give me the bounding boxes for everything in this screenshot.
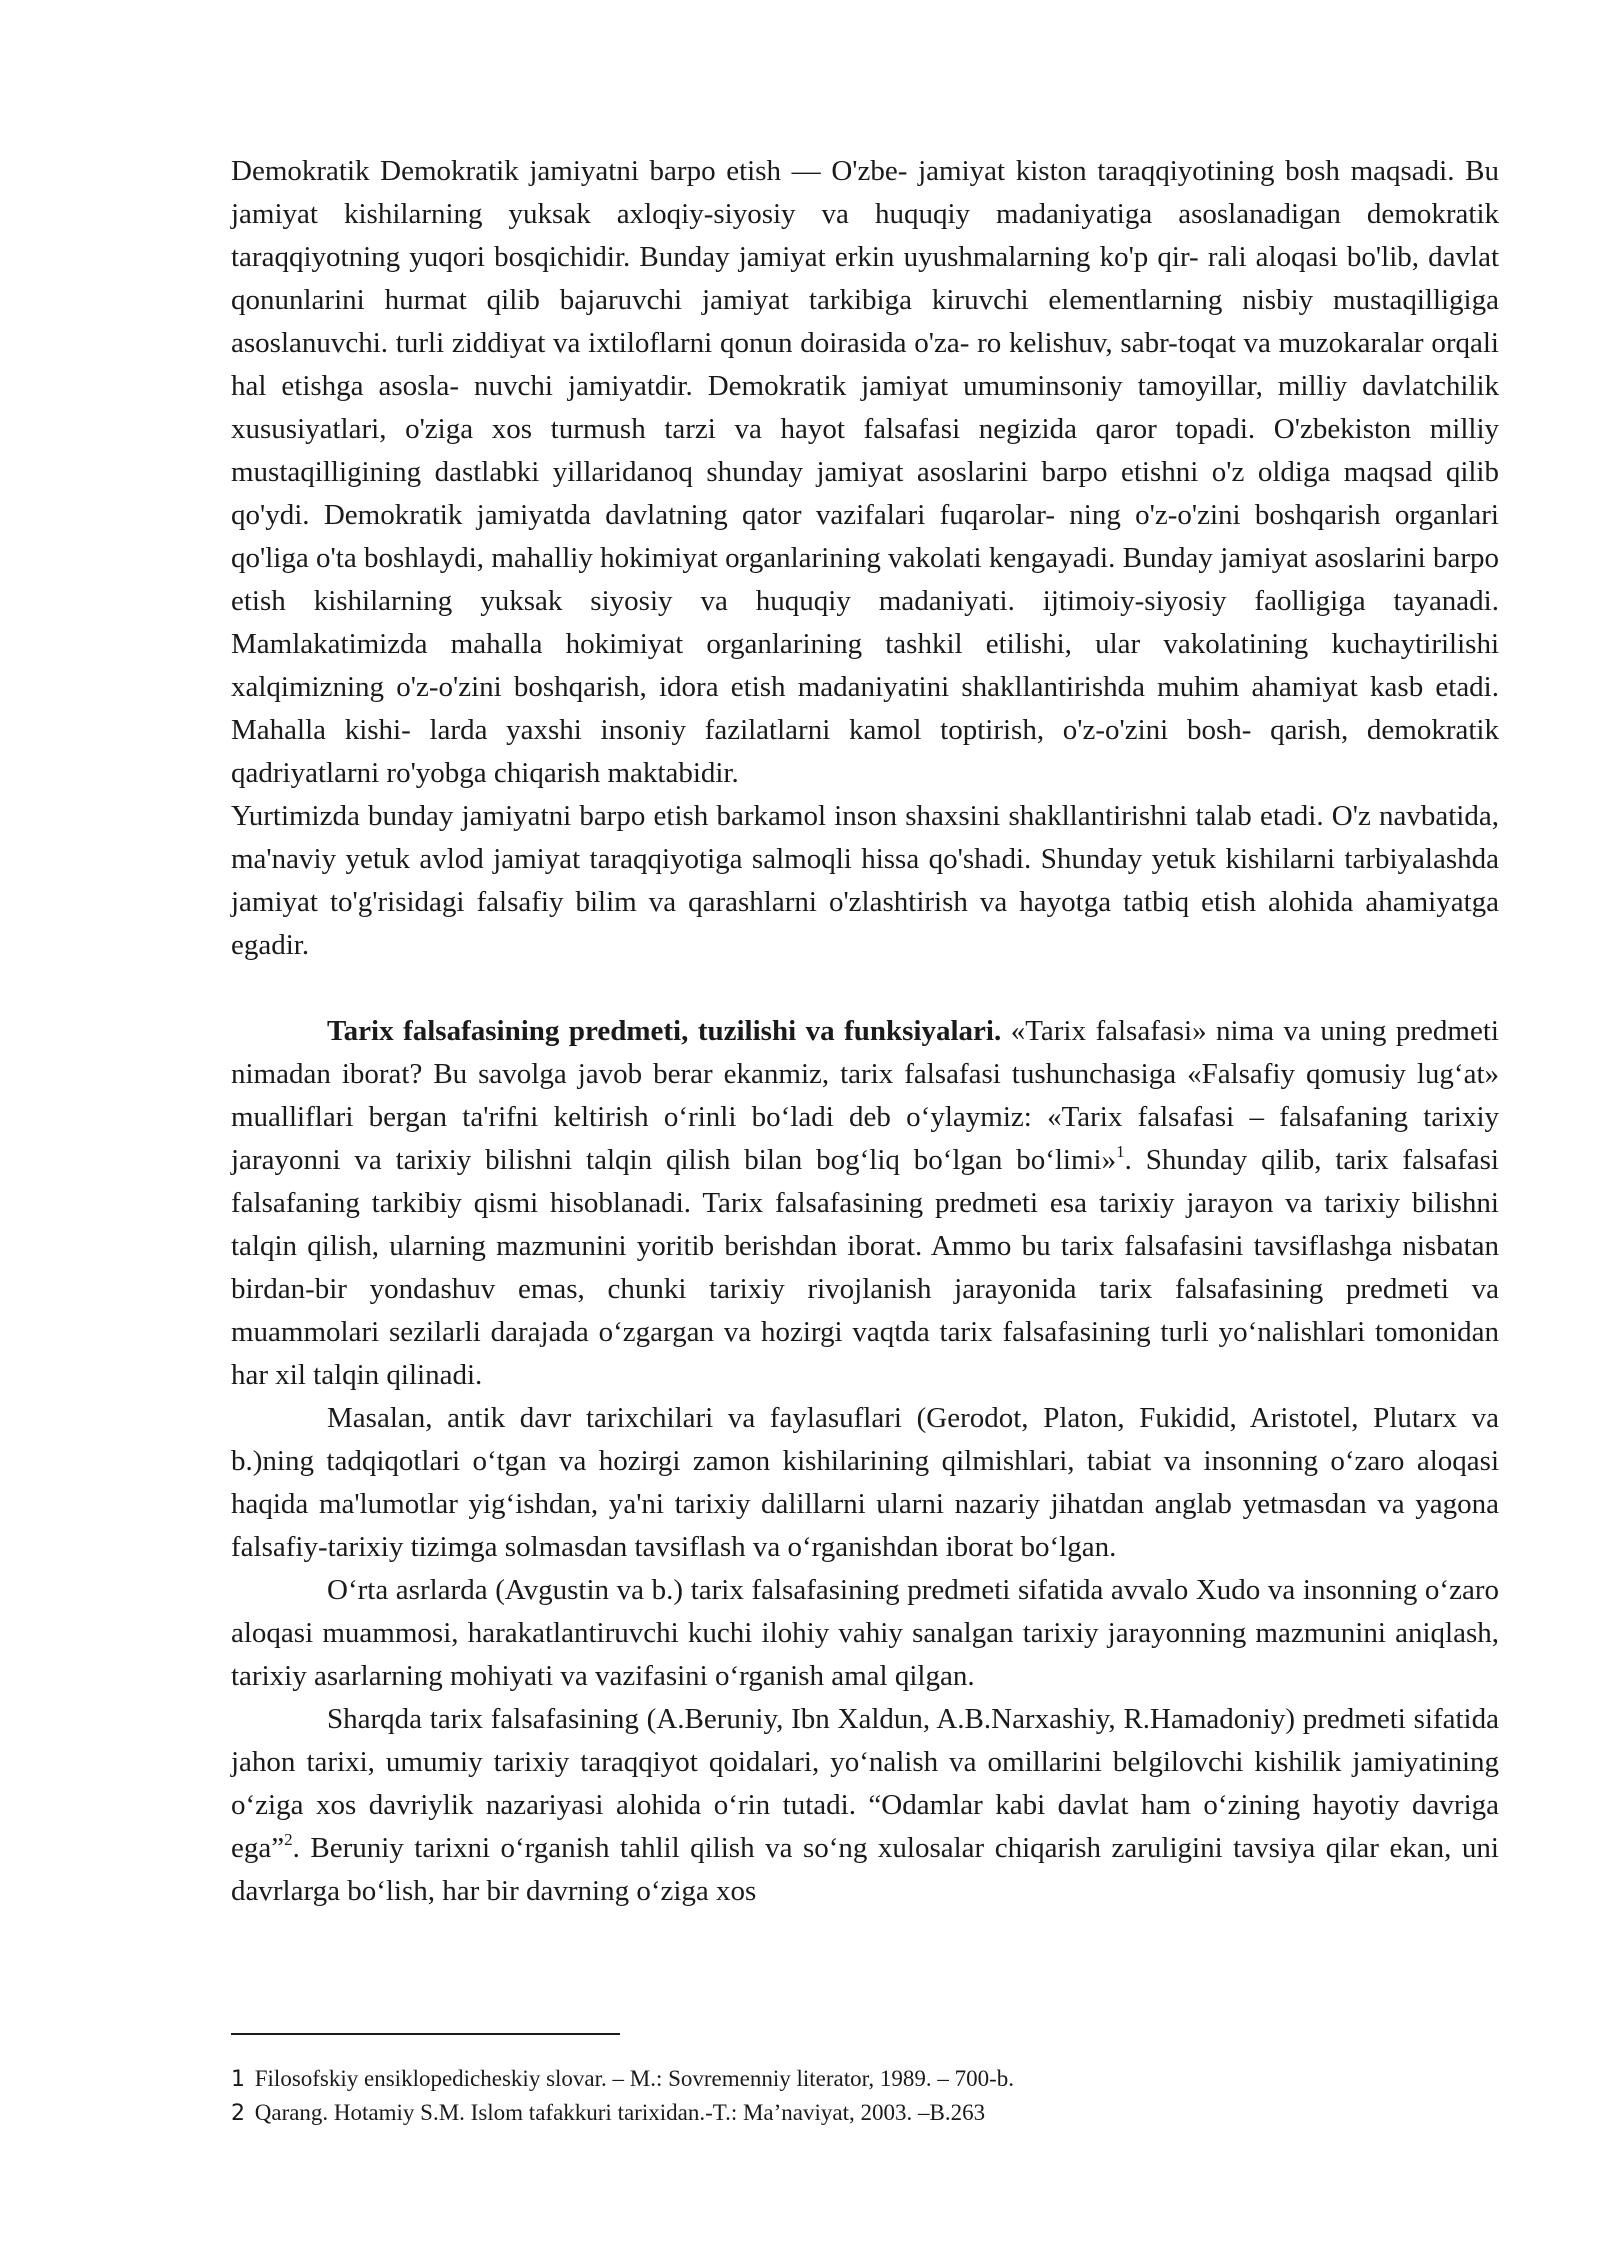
paragraph-spacer: [231, 967, 1499, 1010]
paragraph-philosophy-of-history: [231, 1010, 1499, 1397]
paragraph-middle-ages: O‘rta asrlarda (Avgustin va b.) tarix falsafasining predmeti sifatida avvalo Xudo va insonning o‘zaro aloqasi muammosi, harakatlantiruvchi kuchi ilohiy vahiy sanalgan tarixiy jarayonning mazmunini aniqlash, tarixiy asarlarning mohiyati va vazifasini o‘rganish amal qilgan.: [231, 1574, 1499, 1692]
paragraph-text: . Beruniy tarixni o‘rganish tahlil qilish va so‘ng xulosalar chiqarish zaruligini tavsiya qilar ekan, uni davrlarga bo‘lish, har bir davrning o‘ziga xos: [231, 1832, 1499, 1907]
paragraph-antiquity: Masalan, antik davr tarixchilari va faylasuflari (Gerodot, Platon, Fukidid, Aristotel, Plutarx va b.)ning tadqiqotlari o‘tgan va hozirgi zamon kishilarining qilmishlari, tabiat va insonning o‘zaro aloqasi haqida ma'lumotlar yig‘ishdan, ya'ni tarixiy dalillarni ularni nazariy jihatdan anglab yetmasdan va yagona falsafiy-tarixiy tizimga solmasdan tavsiflash va o‘rganishdan iborat bo‘lgan.: [231, 1402, 1499, 1563]
paragraph-east: [231, 1698, 1499, 1913]
section-heading: Tarix falsafasining predmeti, tuzilishi va funksiyalari.: [327, 1015, 1002, 1047]
footnote-2: [231, 2096, 1499, 2130]
footnote-1: [231, 2062, 1499, 2096]
paragraph-democratic-society: Demokratik Demokratik jamiyatni barpo etish — O'zbe- jamiyat kiston taraqqiyotining bosh maqsadi. Bu jamiyat kishilarning yuksak axloqiy-siyosiy va huquqiy madaniyatiga asoslanadigan demokratik taraqqiyotning yuqori bosqichidir. Bunday jamiyat erkin uyushmalarning ko'p qir- rali aloqasi bo'lib, davlat qonunlarini hurmat qilib bajaruvchi jamiyat tarkibiga kiruvchi elementlarning nisbiy mustaqilligiga asoslanuvchi. turli ziddiyat va ixtiloflarni qonun doirasida o'za- ro kelishuv, sabr-toqat va muzokaralar orqali hal etishga asosla- nuvchi jamiyatdir. Demokratik jamiyat umuminsoniy tamoyillar, milliy davlatchilik xususiyatlari, o'ziga xos turmush tarzi va hayot falsafasi negizida qaror topadi. O'zbekiston milliy mustaqilligining dastlabki yillaridanoq shunday jamiyat asoslarini barpo etishni o'z oldiga maqsad qilib qo'ydi. Demokratik jamiyatda davlatning qator vazifalari fuqarolar- ning o'z-o'zini boshqarish organlari qo'liga o'ta boshlaydi, mahalliy hokimiyat organlarining vakolati kengayadi. Bunday jamiyat asoslarini barpo etish kishilarning yuksak siyosiy va huquqiy madaniyati. ijtimoiy-siyosiy faolligiga tayanadi. Mamlakatimizda mahalla hokimiyat organlarining tashkil etilishi, ular vakolatining kuchaytirilishi xalqimizning o'z-o'zini boshqarish, idora etish madaniyatini shakllantirishda muhim ahamiyat kasb etadi. Mahalla kishi- larda yaxshi insoniy fazilatlarni kamol toptirish, o'z-o'zini bosh- qarish, demokratik qadriyatlarni ro'yobga chiqarish maktabidir.: [231, 155, 1499, 789]
footnote-separator: [231, 2033, 620, 2035]
paragraph-text: . Shunday qilib, tarix falsafasi falsafaning tarkibiy qismi hisoblanadi. Tarix falsafasining predmeti esa tarixiy jarayon va tarixiy bilishni talqin qilish, ularning mazmunini yoritib berishdan iborat. Ammo bu tarix falsafasini tavsiflashga nisbatan birdan-bir yondashuv emas, chunki tarixiy rivojlanish jarayonida tarix falsafasining predmeti va muammolari sezilarli darajada o‘zgargan va hozirgi vaqtda tarix falsafasining turli yo‘nalishlari tomonidan har xil talqin qilinadi.: [231, 1144, 1499, 1391]
footnote-number: 1: [231, 2067, 245, 2092]
footnotes: [231, 2062, 1499, 2130]
footnote-reference-2[interactable]: 2: [284, 1830, 293, 1849]
document-body: [231, 150, 1499, 1913]
footnote-number: 2: [231, 2101, 245, 2126]
footnote-text: Qarang. Hotamiy S.M. Islom tafakkuri tarixidan.-T.: Ma’naviyat, 2003. –B.263: [254, 2100, 986, 2125]
paragraph-text: Sharqda tarix falsafasining (A.Beruniy, Ibn Xaldun, A.B.Narxashiy, R.Hamadoniy) predmeti sifatida jahon tarixi, umumiy tarixiy taraqqiyot qoidalari, yo‘nalish va omillarini belgilovchi kishilik jamiyatining o‘ziga xos davriylik nazariyasi alohida o‘rin tutadi. “Odamlar kabi davlat ham o‘zining hayotiy davriga ega”: [231, 1703, 1499, 1864]
footnote-text: Filosofskiy ensiklopedicheskiy slovar. – M.: Sovremenniy literator, 1989. – 700-b.: [254, 2066, 1015, 2091]
footnote-reference-1[interactable]: 1: [1116, 1142, 1125, 1161]
paragraph-mature-generation: Yurtimizda bunday jamiyatni barpo etish barkamol inson shaxsini shakllantirishni talab etadi. O'z navbatida, ma'naviy yetuk avlod jamiyat taraqqiyotiga salmoqli hissa qo'shadi. Shunday yetuk kishilarni tarbiyalashda jamiyat to'g'risidagi falsafiy bilim va qarashlarni o'zlashtirish va hayotga tatbiq etish alohida ahamiyatga egadir.: [231, 800, 1499, 961]
paragraph-text: «Tarix falsafasi» nima va uning predmeti nimadan iborat? Bu savolga javob berar ekanmiz, tarix falsafasi tushunchasiga «Falsafiy qomusiy lug‘at» mualliflari bergan ta'rifni keltirish o‘rinli bo‘ladi deb o‘ylaymiz: «Tarix falsafasi – falsafaning tarixiy jarayonni va tarixiy bilishni talqin qilish bilan bog‘liq bo‘lgan bo‘limi»: [231, 1015, 1499, 1176]
